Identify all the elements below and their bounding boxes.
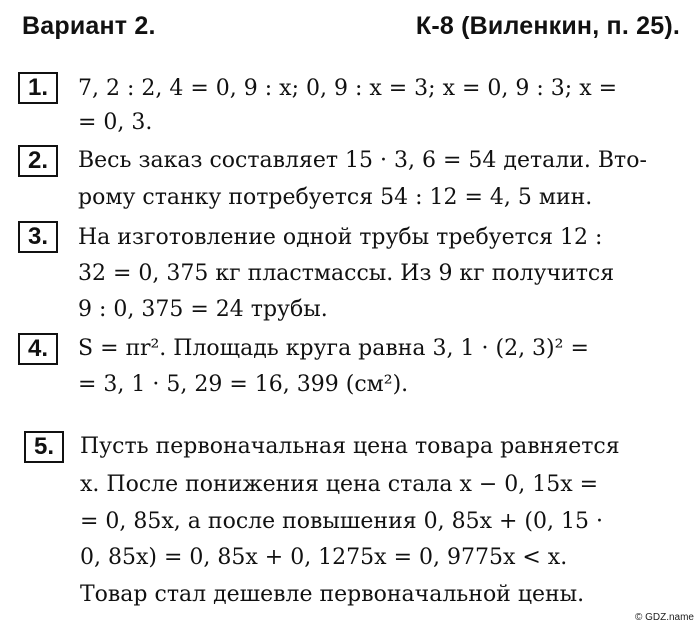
problem-3-line-2: 32 = 0, 375 кг пластмассы. Из 9 кг получится xyxy=(78,261,615,286)
problem-2-line-2: рому станку потребуется 54 : 12 = 4, 5 мин. xyxy=(78,185,593,210)
variant-title: Вариант 2. xyxy=(22,12,156,40)
problem-1-line-1: 7, 2 : 2, 4 = 0, 9 : x; 0, 9 : x = 3; x = 0, 9 : 3; x = xyxy=(78,76,618,101)
problem-3-line-3: 9 : 0, 375 = 24 трубы. xyxy=(78,297,328,322)
problem-5-line-4: 0, 85x) = 0, 85x + 0, 1275x = 0, 9775x < x. xyxy=(80,545,568,570)
problem-1-number: 1. xyxy=(18,72,58,104)
problem-3-line-1: На изготовление одной трубы требуется 12 : xyxy=(78,225,603,250)
problem-5-number: 5. xyxy=(24,431,64,463)
problem-5-line-2: x. После понижения цена стала x − 0, 15x = xyxy=(80,472,599,497)
problem-5-line-1: Пусть первоначальная цена товара равняется xyxy=(80,434,620,459)
problem-3-number: 3. xyxy=(18,221,58,253)
watermark: © GDZ.name xyxy=(634,612,694,623)
problem-2-line-1: Весь заказ составляет 15 · 3, 6 = 54 детали. Вто- xyxy=(78,148,647,173)
problem-1-line-2: = 0, 3. xyxy=(78,110,153,135)
test-title: К-8 (Виленкин, п. 25). xyxy=(415,12,680,40)
problem-4-number: 4. xyxy=(18,333,58,365)
problem-5-line-5: Товар стал дешевле первоначальной цены. xyxy=(80,582,585,607)
problem-4-line-1: S = πr². Площадь круга равна 3, 1 · (2, 3)² = xyxy=(78,336,589,361)
problem-5-line-3: = 0, 85x, а после повышения 0, 85x + (0, 15 · xyxy=(80,509,603,534)
problem-2-number: 2. xyxy=(18,145,58,177)
problem-4-line-2: = 3, 1 · 5, 29 = 16, 399 (см²). xyxy=(78,372,409,397)
